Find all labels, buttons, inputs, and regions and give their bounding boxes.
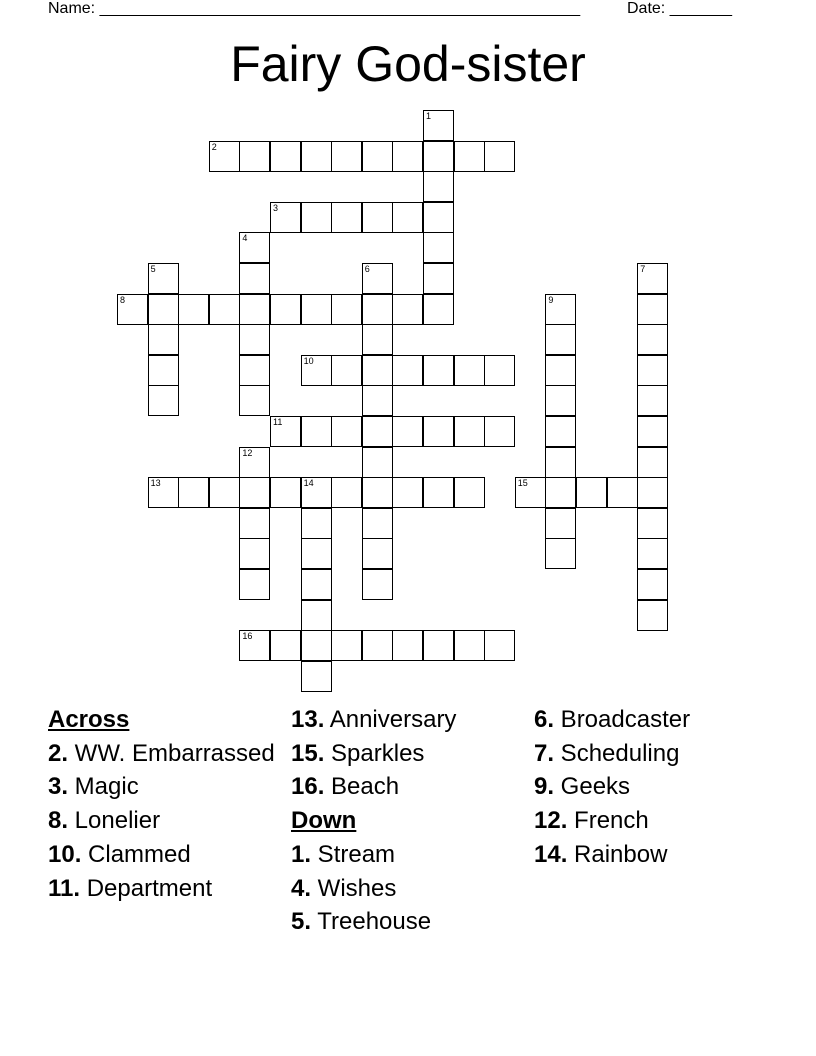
grid-cell[interactable] [331, 141, 362, 172]
clue-column-1 [48, 703, 288, 905]
grid-cell[interactable] [362, 324, 393, 355]
clue-text: Anniversary [324, 706, 457, 733]
grid-cell[interactable] [637, 569, 668, 600]
grid-cell[interactable] [423, 232, 454, 263]
cell-number: 14 [303, 478, 314, 489]
grid-cell[interactable] [362, 477, 393, 508]
puzzle-title: Fairy God-sister [230, 36, 586, 92]
clue-item [291, 838, 531, 872]
grid-cell[interactable] [148, 477, 179, 508]
grid-cell[interactable] [637, 447, 668, 478]
grid-cell[interactable] [239, 385, 270, 416]
grid-cell[interactable] [270, 416, 301, 447]
grid-cell[interactable] [301, 569, 332, 600]
grid-cell[interactable] [148, 355, 179, 386]
grid-cell[interactable] [545, 324, 576, 355]
grid-cell[interactable] [148, 385, 179, 416]
grid-cell[interactable] [545, 385, 576, 416]
grid-cell[interactable] [301, 416, 332, 447]
clue-text: Lonelier [68, 807, 161, 835]
clue-number: 14. [534, 840, 568, 868]
grid-cell[interactable] [301, 630, 332, 661]
grid-cell[interactable] [301, 294, 332, 325]
clue-item [48, 838, 288, 872]
date-field[interactable]: Date: _______ [627, 0, 732, 17]
grid-cell[interactable] [545, 477, 576, 508]
cell-number: 2 [211, 141, 217, 152]
clue-item [291, 872, 531, 906]
clue-number: 3. [48, 773, 69, 801]
clue-item [48, 872, 288, 906]
grid-cell[interactable] [239, 141, 270, 172]
grid-cell[interactable] [362, 447, 393, 478]
clue-item [48, 737, 288, 771]
clue-text: Beach [324, 773, 400, 801]
clue-heading: Across [48, 706, 130, 733]
grid-cell[interactable] [576, 477, 607, 508]
grid-cell[interactable] [392, 202, 423, 233]
clue-text: WW. Embarrassed [68, 739, 275, 767]
clue-number: 2. [48, 739, 69, 767]
grid-cell[interactable] [270, 294, 301, 325]
grid-cell[interactable] [362, 630, 393, 661]
grid-cell[interactable] [484, 355, 515, 386]
grid-cell[interactable] [392, 355, 423, 386]
grid-cell[interactable] [117, 294, 148, 325]
grid-cell[interactable] [362, 355, 393, 386]
grid-cell[interactable] [301, 477, 332, 508]
cell-number: 1 [426, 111, 432, 121]
clue-number: 6. [534, 706, 555, 733]
grid-cell[interactable] [239, 232, 270, 263]
grid-cell[interactable] [331, 294, 362, 325]
grid-cell[interactable] [331, 355, 362, 386]
grid-cell[interactable] [423, 630, 454, 661]
clue-text: Wishes [311, 874, 397, 902]
clue-item [534, 770, 774, 804]
grid-cell[interactable] [545, 538, 576, 569]
grid-cell[interactable] [484, 630, 515, 661]
grid-cell[interactable] [423, 202, 454, 233]
grid-cell[interactable] [178, 477, 209, 508]
grid-cell[interactable] [301, 661, 332, 692]
cell-number: 6 [364, 264, 370, 274]
clue-item [291, 737, 531, 771]
cell-number: 8 [120, 294, 126, 305]
clue-text: Sparkles [324, 739, 425, 767]
grid-cell[interactable] [637, 263, 668, 294]
grid-cell[interactable] [239, 324, 270, 355]
clue-number: 5. [291, 908, 312, 936]
clue-number: 13. [291, 706, 325, 733]
clue-text: Rainbow [567, 840, 668, 868]
grid-cell[interactable] [545, 447, 576, 478]
grid-cell[interactable] [301, 538, 332, 569]
clue-text: Geeks [554, 773, 631, 801]
grid-cell[interactable] [239, 294, 270, 325]
grid-cell[interactable] [484, 141, 515, 172]
grid-cell[interactable] [392, 141, 423, 172]
grid-cell[interactable] [301, 508, 332, 539]
grid-cell[interactable] [362, 508, 393, 539]
grid-cell[interactable] [362, 263, 393, 294]
cell-number: 3 [273, 202, 279, 213]
name-field[interactable]: Name: ______________________________________________________ [48, 0, 581, 17]
clue-text: Magic [68, 773, 139, 801]
grid-cell[interactable] [239, 508, 270, 539]
clue-item [291, 905, 531, 939]
grid-cell[interactable] [239, 263, 270, 294]
grid-cell[interactable] [148, 324, 179, 355]
cell-number: 4 [242, 233, 248, 244]
grid-cell[interactable] [392, 477, 423, 508]
clue-column-2 [291, 703, 531, 939]
cell-number: 12 [242, 447, 253, 458]
grid-cell[interactable] [362, 416, 393, 447]
grid-cell[interactable] [545, 355, 576, 386]
grid-cell[interactable] [423, 477, 454, 508]
grid-cell[interactable] [637, 477, 668, 508]
clue-item [291, 703, 531, 737]
grid-cell[interactable] [270, 630, 301, 661]
grid-cell[interactable] [209, 141, 240, 172]
grid-cell[interactable] [515, 477, 546, 508]
clue-number: 11. [48, 874, 81, 902]
grid-cell[interactable] [637, 324, 668, 355]
cell-number: 5 [150, 264, 156, 274]
clue-number: 8. [48, 807, 69, 835]
grid-cell[interactable] [331, 202, 362, 233]
grid-cell[interactable] [270, 141, 301, 172]
grid-cell[interactable] [637, 416, 668, 447]
grid-cell[interactable] [209, 294, 240, 325]
clue-heading: Down [291, 807, 357, 835]
clue-item [534, 804, 774, 838]
grid-cell[interactable] [148, 263, 179, 294]
grid-cell[interactable] [423, 110, 454, 141]
cell-number: 7 [640, 264, 646, 274]
clue-item [534, 838, 774, 872]
clue-number: 12. [534, 807, 568, 835]
grid-cell[interactable] [209, 477, 240, 508]
grid-cell[interactable] [331, 416, 362, 447]
grid-cell[interactable] [239, 569, 270, 600]
clue-text: Stream [311, 840, 396, 868]
grid-cell[interactable] [637, 355, 668, 386]
cell-number: 15 [517, 478, 528, 489]
grid-cell[interactable] [301, 600, 332, 631]
clue-item [48, 804, 288, 838]
clue-number: 10. [48, 840, 82, 868]
grid-cell[interactable] [637, 294, 668, 325]
clue-item [291, 770, 531, 804]
grid-cell[interactable] [454, 416, 485, 447]
grid-cell[interactable] [454, 355, 485, 386]
grid-cell[interactable] [545, 508, 576, 539]
grid-cell[interactable] [392, 294, 423, 325]
clue-column-3 [534, 703, 774, 872]
grid-cell[interactable] [270, 477, 301, 508]
grid-cell[interactable] [454, 630, 485, 661]
clue-number: 7. [534, 739, 555, 767]
grid-cell[interactable] [484, 416, 515, 447]
grid-cell[interactable] [148, 294, 179, 325]
clue-number: 1. [291, 840, 312, 868]
grid-cell[interactable] [178, 294, 209, 325]
grid-cell[interactable] [362, 202, 393, 233]
clue-item [534, 703, 774, 737]
grid-cell[interactable] [545, 294, 576, 325]
grid-cell[interactable] [239, 447, 270, 478]
clue-number: 15. [291, 739, 325, 767]
clue-text: Broadcaster [554, 706, 691, 733]
cell-number: 16 [242, 631, 253, 642]
clue-text: Treehouse [311, 908, 432, 936]
grid-cell[interactable] [362, 538, 393, 569]
cell-number: 9 [548, 294, 554, 305]
grid-cell[interactable] [362, 385, 393, 416]
clue-text: French [567, 807, 649, 835]
clue-text: Department [80, 874, 213, 902]
grid-cell[interactable] [545, 416, 576, 447]
grid-cell[interactable] [392, 630, 423, 661]
grid-cell[interactable] [637, 538, 668, 569]
grid-cell[interactable] [362, 141, 393, 172]
clue-number: 4. [291, 874, 312, 902]
grid-cell[interactable] [270, 202, 301, 233]
grid-cell[interactable] [331, 630, 362, 661]
grid-cell[interactable] [607, 477, 638, 508]
grid-cell[interactable] [454, 477, 485, 508]
grid-cell[interactable] [331, 477, 362, 508]
grid-cell[interactable] [637, 385, 668, 416]
cell-number: 13 [150, 478, 161, 489]
grid-cell[interactable] [362, 294, 393, 325]
grid-cell[interactable] [239, 355, 270, 386]
grid-cell[interactable] [301, 141, 332, 172]
clue-text: Clammed [81, 840, 191, 868]
clue-number: 16. [291, 773, 325, 801]
clue-number: 9. [534, 773, 555, 801]
grid-cell[interactable] [362, 569, 393, 600]
clue-text: Scheduling [554, 739, 680, 767]
clue-item [48, 770, 288, 804]
grid-cell[interactable] [637, 508, 668, 539]
grid-cell[interactable] [301, 202, 332, 233]
grid-cell[interactable] [423, 141, 454, 172]
cell-number: 10 [303, 355, 314, 366]
grid-cell[interactable] [423, 416, 454, 447]
grid-cell[interactable] [423, 355, 454, 386]
grid-cell[interactable] [392, 416, 423, 447]
grid-cell[interactable] [239, 630, 270, 661]
grid-cell[interactable] [239, 477, 270, 508]
grid-cell[interactable] [423, 171, 454, 202]
cell-number: 11 [273, 417, 283, 427]
grid-cell[interactable] [637, 600, 668, 631]
grid-cell[interactable] [239, 538, 270, 569]
grid-cell[interactable] [301, 355, 332, 386]
grid-cell[interactable] [423, 263, 454, 294]
grid-cell[interactable] [454, 141, 485, 172]
grid-cell[interactable] [423, 294, 454, 325]
clue-item [534, 737, 774, 771]
